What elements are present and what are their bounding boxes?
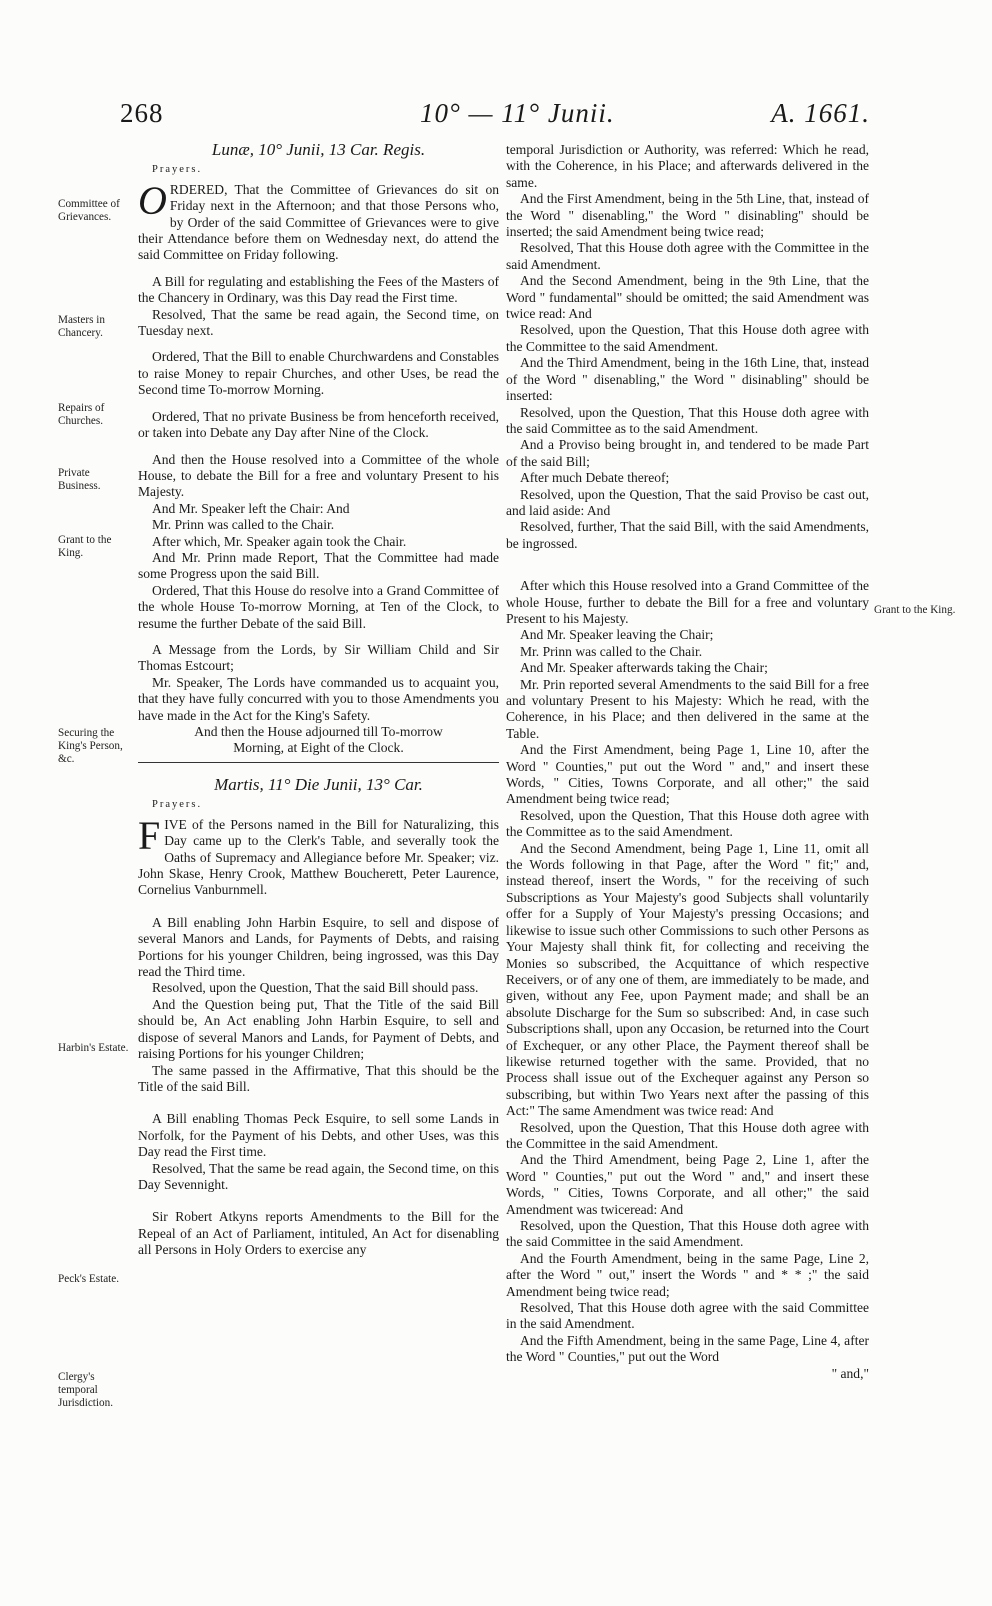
- entry: Ordered, That no private Business be from henceforth received, or taken into Debate any Day after Nine of the Clock.: [138, 408, 499, 441]
- header-year: A. 1661.: [771, 98, 870, 128]
- prayers-label: Prayers.: [152, 799, 203, 811]
- entry: After much Debate thereof;: [520, 470, 670, 486]
- entry: Mr. Prinn was called to the Chair.: [520, 643, 703, 659]
- entry: Mr. Prin reported several Amendments to the said Bill for a free and voluntary Present to his Majesty: Which he read, with the Coherence, in his Place; and then delivered in the same at the Table.: [506, 676, 869, 741]
- margin-note: Harbin's Estate.: [58, 1042, 129, 1054]
- entry: Resolved, That this House doth agree with the Committee in the said Amendment.: [506, 240, 869, 272]
- margin-note: Peck's Estate.: [58, 1273, 120, 1285]
- entry: Resolved, upon the Question, That this House doth agree with the Committee in the said Amendment.: [506, 1119, 869, 1151]
- entry: A Message from the Lords, by Sir William Child and Sir Thomas Estcourt;: [138, 641, 499, 674]
- entry: Resolved, upon the Question, That this House doth agree with the Committee to the said Amendment.: [506, 322, 869, 354]
- entry: And the Third Amendment, being in the 16th Line, that, instead of the Word " disenabling," the Word " disinabling" should be inserted:: [506, 355, 869, 404]
- entry: Resolved, upon the Question, That this House doth agree with the said Committee in the said Amendment.: [506, 1218, 869, 1250]
- right-column: [506, 142, 869, 1382]
- entry: And a Proviso being brought in, and tendered to be made Part of the said Bill;: [506, 437, 869, 469]
- catchword: " and,": [831, 1365, 869, 1381]
- entry: And then the House resolved into a Committee of the whole House, to debate the Bill for a free and voluntary Present to his Majesty.: [138, 451, 499, 500]
- entry: And the Second Amendment, being in the 9th Line, that the Word " fundamental" should be omitted; the said Amendment was twice read: And: [506, 273, 869, 322]
- entry: Resolved, further, That the said Bill, with the said Amendments, be ingrossed.: [506, 519, 869, 551]
- entry: A Bill enabling Thomas Peck Esquire, to sell some Lands in Norfolk, for the Payment of his Debts, and other Uses, was this Day read the First time.: [138, 1111, 499, 1160]
- entry: Ordered, That the Bill to enable Churchwardens and Constables to raise Money to repair Churches, and other Uses, be read the Second time To-morrow Morning.: [138, 349, 499, 398]
- entry: Mr. Prinn was called to the Chair.: [152, 517, 335, 533]
- sitting-heading: Martis, 11° Die Junii, 13° Car.: [214, 775, 423, 794]
- margin-note: Grant to the King.: [874, 604, 956, 616]
- entry: And Mr. Speaker afterwards taking the Chair;: [520, 660, 768, 676]
- entry: And Mr. Speaker left the Chair: And: [152, 500, 350, 516]
- section-rule: [138, 762, 499, 763]
- page-number: 268: [120, 98, 164, 128]
- entry: And the Second Amendment, being Page 1, Line 11, omit all the Words following in that Page, after the Word " fit;" and, instead thereof, insert the Words, " for the receiving of such Subscriptions as Your Majesty's good Subjects shall voluntarily offer for a Supply of Your Majesty's pressing Occasions; and likewise to issue such other Commissions to such other Persons as Your Majesty shall think fit, for collecting and receiving the Monies so subscribed, the Acquittance of which respective Receivers, or of any one of them, are immediately to be made, and given, without any Fee, upon Payment made; and shall be an absolute Discharge for the Sum so subscribed: And, in case such Subscriptions shall, upon any Occasion, be returned into the Court of Exchequer, or any other Place, the Payment thereof shall be likewise returned together with the same. Provided, that no Process shall issue out of the Exchequer against any Person so subscribing, but within Two Years next after the passing of this Act:" The same Amendment was twice read: And: [506, 840, 869, 1119]
- entry: Resolved, upon the Question, That this House doth agree with the said Committee as to the said Amendment.: [506, 404, 869, 436]
- entry: Ordered, That this House do resolve into a Grand Committee of the whole House To-morrow Morning, at Ten of the Clock, to resume the further Debate of the said Bill.: [138, 582, 499, 631]
- entry: Resolved, upon the Question, That this House doth agree with the Committee as to the said Amendment.: [506, 807, 869, 840]
- entry: Resolved, That the same be read again, the Second time, on Tuesday next.: [138, 306, 499, 339]
- entry: And the Third Amendment, being Page 2, Line 1, after the Word " Counties," put out the Word " and," and insert these Words, " Cities, Towns Corporate, and all other;" the said Amendment was twiceread: And: [506, 1152, 869, 1217]
- entry: Sir Robert Atkyns reports Amendments to the Bill for the Repeal of an Act of Parliament, intituled, An Act for disenabling all Persons in Holy Orders to exercise any: [138, 1209, 499, 1258]
- entry: Mr. Speaker, The Lords have commanded us to acquaint you, that they have fully concurred with you to those Amendments you have made in the Act for the King's Safety.: [138, 674, 499, 723]
- entry: And the First Amendment, being in the 5th Line, that, instead of the Word " disenabling," the Word " disinabling" should be inserted; the said Amendment being twice read;: [506, 191, 869, 240]
- prayers-label: Prayers.: [152, 164, 203, 176]
- margin-note: Clergy's temporal Jurisdiction.: [58, 1371, 114, 1409]
- adjournment: And then the House adjourned till To-morrow Morning, at Eight of the Clock.: [194, 724, 443, 755]
- entry: A Bill for regulating and establishing the Fees of the Masters of the Chancery in Ordinary, was this Day read the First time.: [138, 273, 499, 306]
- sitting-heading: Lunæ, 10° Junii, 13 Car. Regis.: [211, 140, 426, 159]
- margin-note: Repairs of Churches.: [58, 402, 105, 427]
- margin-note: Committee of Grievances.: [58, 198, 120, 223]
- margin-note: Grant to the King.: [58, 534, 112, 559]
- entry: Resolved, upon the Question, That the said Proviso be cast out, and laid aside: And: [506, 486, 869, 518]
- entry: And the Question being put, That the Title of the said Bill should be, An Act enabling John Harbin Esquire, to sell and dispose of several Manors and Lands, for Payment of Debts, and raising Portions for his younger Children;: [138, 996, 499, 1062]
- drop-initial: O: [138, 177, 167, 223]
- entry: Resolved, That the same be read again, the Second time, on this Day Sevennight.: [138, 1160, 499, 1192]
- page-header: [120, 98, 870, 138]
- entry: FIVE of the Persons named in the Bill for Naturalizing, this Day came up to the Clerk's Table, and severally took the Oaths of Supremacy and Allegiance before Mr. Speaker; viz. John Skase, Henry Crook, Matthew Boucherett, Peter Laurence, Cornelius Vanburnmell.: [138, 812, 499, 898]
- entry: And the Fifth Amendment, being in the same Page, Line 4, after the Word " Counties," put out the Word: [506, 1332, 869, 1365]
- entry: And the Fourth Amendment, being in the same Page, Line 2, after the Word " out," insert the Words " and * * ;" the said Amendment being twice read;: [506, 1250, 869, 1299]
- entry: Resolved, upon the Question, That the said Bill should pass.: [152, 980, 479, 996]
- margin-note: Securing the King's Person, &c.: [58, 727, 123, 765]
- entry: The same passed in the Affirmative, That this should be the Title of the said Bill.: [138, 1062, 499, 1094]
- entry: Resolved, That this House doth agree with the said Committee in the said Amendment.: [506, 1300, 869, 1332]
- entry: temporal Jurisdiction or Authority, was referred: Which he read, with the Coherence, in his Place; and afterwards delivered in the same.: [506, 142, 869, 190]
- margin-note: Private Business.: [58, 467, 101, 492]
- entry: A Bill enabling John Harbin Esquire, to sell and dispose of several Manors and Lands, for Payments of Debts, and raising Portions for his younger Children, being ingrossed, was this Day read the Third time.: [138, 914, 499, 980]
- entry: After which, Mr. Speaker again took the Chair.: [152, 533, 407, 549]
- entry: ORDERED, That the Committee of Grievances do sit on Friday next in the Afternoon; and that those Persons who, by Order of the said Committee of Grievances were to give their Attendance before them on Wednesday next, do attend the said Committee on Friday following.: [138, 177, 499, 263]
- entry: After which this House resolved into a Grand Committee of the whole House, further to debate the Bill for a free and voluntary Present to his Majesty.: [506, 578, 869, 626]
- header-dates: 10° — 11° Junii.: [420, 98, 615, 128]
- drop-initial: F: [138, 812, 161, 858]
- entry: And Mr. Speaker leaving the Chair;: [520, 627, 714, 643]
- left-column: [138, 142, 499, 1259]
- margin-note: Masters in Chancery.: [58, 314, 105, 339]
- entry: And the First Amendment, being Page 1, Line 10, after the Word " Counties," put out the Word " and," and insert these Words, " Cities, Towns Corporate, and all other;" the said Amendment being twice read;: [506, 742, 869, 807]
- entry: And Mr. Prinn made Report, That the Committee had made some Progress upon the said Bill.: [138, 549, 499, 582]
